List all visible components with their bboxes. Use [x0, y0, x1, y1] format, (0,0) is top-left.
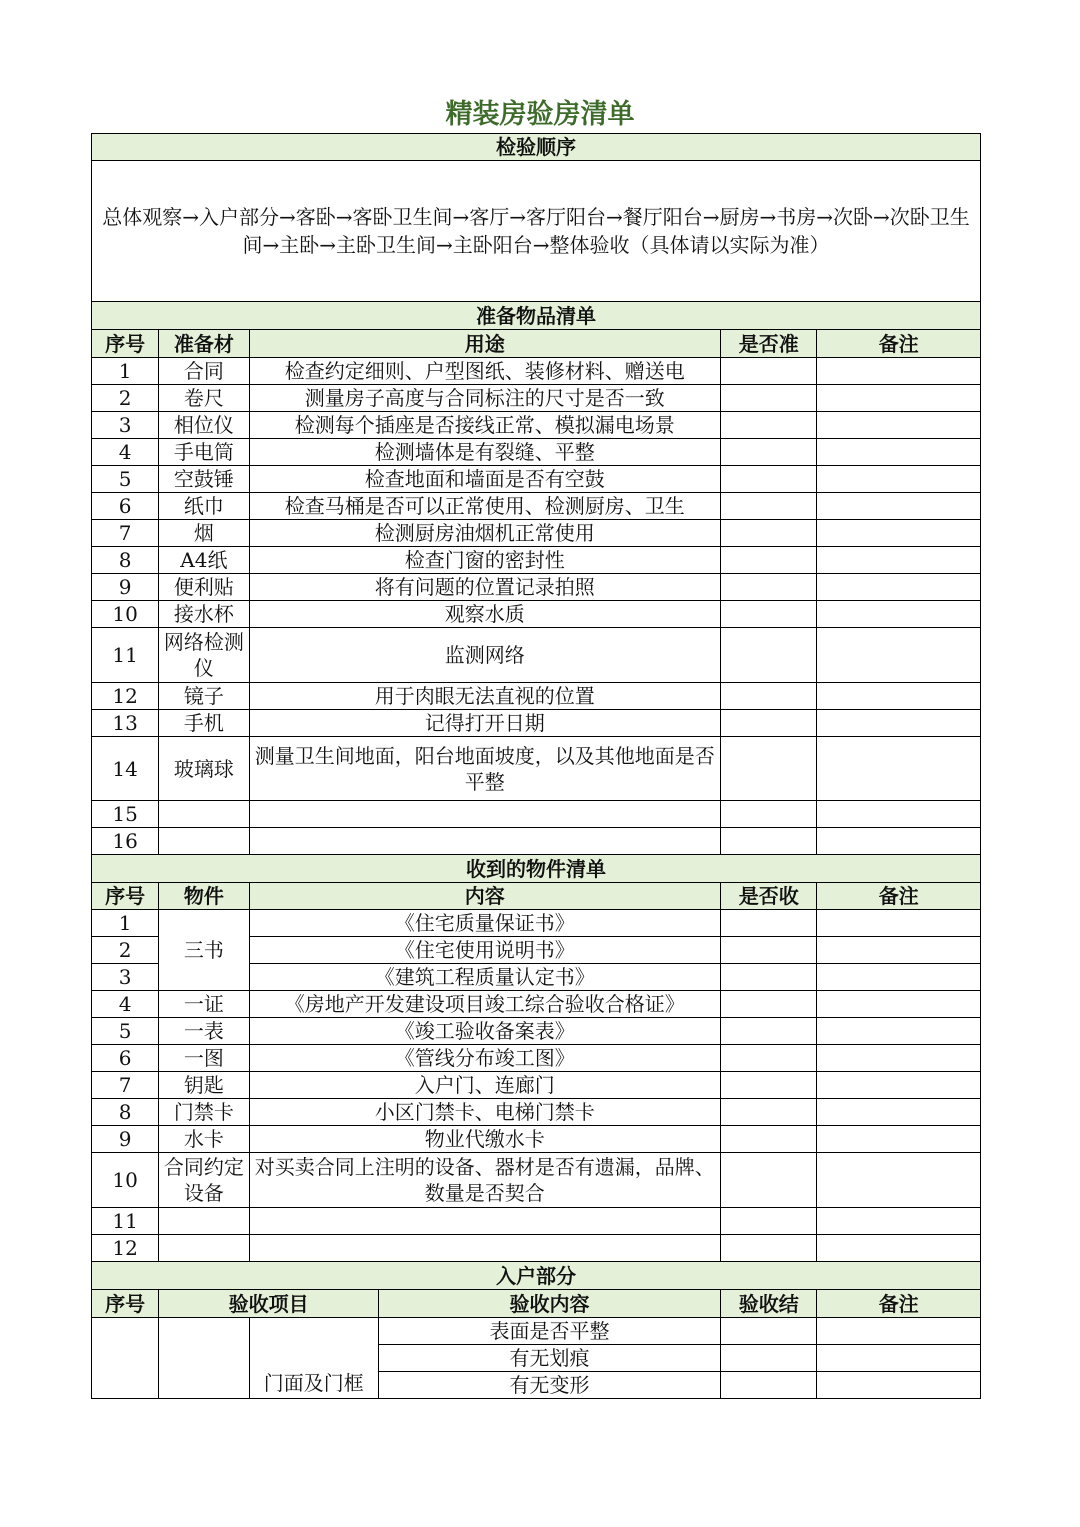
use-cell: 记得打开日期	[249, 710, 721, 737]
table-row	[92, 385, 981, 412]
column-header-no: 序号	[92, 330, 159, 358]
row-number-cell: 13	[92, 710, 159, 737]
remark-cell[interactable]	[817, 710, 981, 737]
remark-cell[interactable]	[817, 937, 981, 964]
section-heading-received-list: 收到的物件清单	[92, 855, 981, 883]
document-title: 精装房验房清单	[445, 99, 635, 130]
table-row	[92, 493, 981, 520]
use-cell: 测量卫生间地面，阳台地面坡度，以及其他地面是否平整	[249, 737, 721, 801]
ready-check-cell[interactable]	[721, 737, 817, 801]
row-number-cell: 7	[92, 520, 159, 547]
entry-sub-item: 门面及门框	[249, 1318, 378, 1399]
use-cell: 检查门窗的密封性	[249, 547, 721, 574]
content-cell	[249, 1235, 721, 1262]
use-cell	[249, 828, 721, 855]
material-cell: 手电筒	[159, 439, 249, 466]
entry-no-cell	[92, 1318, 159, 1399]
remark-cell[interactable]	[817, 801, 981, 828]
use-cell: 将有问题的位置记录拍照	[249, 574, 721, 601]
content-cell: 对买卖合同上注明的设备、器材是否有遗漏，品牌、数量是否契合	[249, 1153, 721, 1208]
row-number-cell: 8	[92, 1099, 159, 1126]
column-header-remark: 备注	[817, 1290, 981, 1318]
table-row	[92, 628, 981, 683]
remark-cell[interactable]	[817, 1018, 981, 1045]
entry-remark-cell[interactable]	[817, 1372, 981, 1399]
received-check-cell[interactable]	[721, 1126, 817, 1153]
row-number-cell: 1	[92, 910, 159, 937]
row-number-cell: 12	[92, 1235, 159, 1262]
ready-check-cell[interactable]	[721, 385, 817, 412]
received-check-cell[interactable]	[721, 910, 817, 937]
table-row	[92, 910, 981, 937]
entry-content-cell: 有无变形	[378, 1372, 720, 1399]
entry-content-cell: 有无划痕	[378, 1345, 720, 1372]
table-row	[92, 1045, 981, 1072]
row-number-cell: 5	[92, 1018, 159, 1045]
remark-cell[interactable]	[817, 466, 981, 493]
table-row	[92, 574, 981, 601]
section-heading-inspection-order: 检验顺序	[92, 134, 981, 161]
table-row	[92, 439, 981, 466]
table-row	[92, 1072, 981, 1099]
use-cell: 测量房子高度与合同标注的尺寸是否一致	[249, 385, 721, 412]
row-number-cell: 12	[92, 683, 159, 710]
row-number-cell: 6	[92, 1045, 159, 1072]
column-header-use: 用途	[249, 330, 721, 358]
received-check-cell[interactable]	[721, 1208, 817, 1235]
ready-check-cell[interactable]	[721, 801, 817, 828]
row-number-cell: 11	[92, 1208, 159, 1235]
column-header-material: 准备材	[159, 330, 249, 358]
row-number-cell: 2	[92, 385, 159, 412]
ready-check-cell[interactable]	[721, 358, 817, 385]
ready-check-cell[interactable]	[721, 828, 817, 855]
ready-check-cell[interactable]	[721, 493, 817, 520]
item-cell: 合同约定设备	[159, 1153, 249, 1208]
row-number-cell: 3	[92, 964, 159, 991]
content-cell: 《房地产开发建设项目竣工综合验收合格证》	[249, 991, 721, 1018]
content-cell: 《住宅质量保证书》	[249, 910, 721, 937]
column-header-ready: 是否准	[721, 330, 817, 358]
received-list-header-row	[92, 883, 981, 910]
column-header-result: 验收结	[721, 1290, 817, 1318]
content-cell: 入户门、连廊门	[249, 1072, 721, 1099]
material-cell: 手机	[159, 710, 249, 737]
use-cell: 检查约定细则、户型图纸、装修材料、赠送电	[249, 358, 721, 385]
received-check-cell[interactable]	[721, 1099, 817, 1126]
received-check-cell[interactable]	[721, 1045, 817, 1072]
remark-cell[interactable]	[817, 601, 981, 628]
row-number-cell: 1	[92, 358, 159, 385]
content-cell: 《管线分布竣工图》	[249, 1045, 721, 1072]
table-row	[92, 466, 981, 493]
remark-cell[interactable]	[817, 683, 981, 710]
table-row	[92, 1235, 981, 1262]
material-cell	[159, 828, 249, 855]
remark-cell[interactable]	[817, 1208, 981, 1235]
row-number-cell: 14	[92, 737, 159, 801]
row-number-cell: 7	[92, 1072, 159, 1099]
table-row	[92, 520, 981, 547]
remark-cell[interactable]	[817, 828, 981, 855]
table-row	[92, 1318, 981, 1345]
material-cell: 合同	[159, 358, 249, 385]
entry-result-cell[interactable]	[721, 1345, 817, 1372]
entry-header-row	[92, 1290, 981, 1318]
received-check-cell[interactable]	[721, 1018, 817, 1045]
table-row	[92, 737, 981, 801]
column-header-inspection-content: 验收内容	[378, 1290, 720, 1318]
remark-cell[interactable]	[817, 412, 981, 439]
inspection-order-text: 总体观察→入户部分→客卧→客卧卫生间→客厅→客厅阳台→餐厅阳台→厨房→书房→次卧→次卧卫生间→主卧→主卧卫生间→主卧阳台→整体验收（具体请以实际为准）	[92, 161, 981, 302]
row-number-cell: 2	[92, 937, 159, 964]
column-header-content: 内容	[249, 883, 721, 910]
row-number-cell: 10	[92, 601, 159, 628]
row-number-cell: 15	[92, 801, 159, 828]
ready-check-cell[interactable]	[721, 412, 817, 439]
remark-cell[interactable]	[817, 1126, 981, 1153]
entry-content-cell: 表面是否平整	[378, 1318, 720, 1345]
table-row	[92, 1126, 981, 1153]
use-cell: 检测每个插座是否接线正常、模拟漏电场景	[249, 412, 721, 439]
row-number-cell: 16	[92, 828, 159, 855]
row-number-cell: 8	[92, 547, 159, 574]
entry-category-cell	[159, 1318, 249, 1399]
remark-cell[interactable]	[817, 1235, 981, 1262]
material-cell: 网络检测仪	[159, 628, 249, 683]
table-row	[92, 828, 981, 855]
content-cell: 《竣工验收备案表》	[249, 1018, 721, 1045]
item-cell: 一表	[159, 1018, 249, 1045]
column-header-item: 物件	[159, 883, 249, 910]
received-check-cell[interactable]	[721, 991, 817, 1018]
material-cell: 相位仪	[159, 412, 249, 439]
table-row	[92, 358, 981, 385]
row-number-cell: 11	[92, 628, 159, 683]
remark-cell[interactable]	[817, 493, 981, 520]
remark-cell[interactable]	[817, 520, 981, 547]
table-row	[92, 801, 981, 828]
item-group-cell: 三书	[159, 910, 249, 991]
remark-cell[interactable]	[817, 1045, 981, 1072]
material-cell	[159, 801, 249, 828]
ready-check-cell[interactable]	[721, 466, 817, 493]
use-cell	[249, 801, 721, 828]
ready-check-cell[interactable]	[721, 520, 817, 547]
ready-check-cell[interactable]	[721, 601, 817, 628]
remark-cell[interactable]	[817, 547, 981, 574]
received-check-cell[interactable]	[721, 964, 817, 991]
item-cell: 一证	[159, 991, 249, 1018]
column-header-remark: 备注	[817, 883, 981, 910]
remark-cell[interactable]	[817, 1099, 981, 1126]
table-row	[92, 1153, 981, 1208]
item-cell: 水卡	[159, 1126, 249, 1153]
column-header-no: 序号	[92, 883, 159, 910]
entry-remark-cell[interactable]	[817, 1345, 981, 1372]
section-heading-entry: 入户部分	[92, 1262, 981, 1290]
remark-cell[interactable]	[817, 439, 981, 466]
material-cell: 空鼓锤	[159, 466, 249, 493]
table-row	[92, 1208, 981, 1235]
content-cell: 物业代缴水卡	[249, 1126, 721, 1153]
table-row	[92, 1099, 981, 1126]
use-cell: 检查地面和墙面是否有空鼓	[249, 466, 721, 493]
row-number-cell: 9	[92, 574, 159, 601]
remark-cell[interactable]	[817, 910, 981, 937]
ready-check-cell[interactable]	[721, 574, 817, 601]
material-cell: 纸巾	[159, 493, 249, 520]
material-cell: 卷尺	[159, 385, 249, 412]
content-cell	[249, 1208, 721, 1235]
remark-cell[interactable]	[817, 737, 981, 801]
row-number-cell: 4	[92, 991, 159, 1018]
table-row	[92, 547, 981, 574]
entry-result-cell[interactable]	[721, 1318, 817, 1345]
received-check-cell[interactable]	[721, 1072, 817, 1099]
material-cell: 烟	[159, 520, 249, 547]
remark-cell[interactable]	[817, 628, 981, 683]
table-row	[92, 683, 981, 710]
use-cell: 观察水质	[249, 601, 721, 628]
table-row	[92, 710, 981, 737]
column-header-inspection-item: 验收项目	[159, 1290, 379, 1318]
row-number-cell: 5	[92, 466, 159, 493]
column-header-remark: 备注	[817, 330, 981, 358]
remark-cell[interactable]	[817, 1072, 981, 1099]
item-cell: 一图	[159, 1045, 249, 1072]
use-cell: 用于肉眼无法直视的位置	[249, 683, 721, 710]
use-cell: 检测厨房油烟机正常使用	[249, 520, 721, 547]
item-cell: 钥匙	[159, 1072, 249, 1099]
column-header-received: 是否收	[721, 883, 817, 910]
ready-check-cell[interactable]	[721, 683, 817, 710]
column-header-no: 序号	[92, 1290, 159, 1318]
row-number-cell: 9	[92, 1126, 159, 1153]
row-number-cell: 6	[92, 493, 159, 520]
received-check-cell[interactable]	[721, 1153, 817, 1208]
item-cell	[159, 1235, 249, 1262]
ready-check-cell[interactable]	[721, 547, 817, 574]
material-cell: 接水杯	[159, 601, 249, 628]
material-cell: A4纸	[159, 547, 249, 574]
checklist-table	[91, 133, 981, 1399]
item-cell: 门禁卡	[159, 1099, 249, 1126]
section-heading-prep-list: 准备物品清单	[92, 302, 981, 330]
table-row	[92, 1018, 981, 1045]
ready-check-cell[interactable]	[721, 439, 817, 466]
entry-result-cell[interactable]	[721, 1372, 817, 1399]
checklist-sheet	[91, 133, 981, 1399]
prep-list-header-row	[92, 330, 981, 358]
remark-cell[interactable]	[817, 991, 981, 1018]
content-cell: 《建筑工程质量认定书》	[249, 964, 721, 991]
received-check-cell[interactable]	[721, 937, 817, 964]
material-cell: 镜子	[159, 683, 249, 710]
content-cell: 小区门禁卡、电梯门禁卡	[249, 1099, 721, 1126]
remark-cell[interactable]	[817, 574, 981, 601]
row-number-cell: 3	[92, 412, 159, 439]
use-cell: 监测网络	[249, 628, 721, 683]
material-cell: 便利贴	[159, 574, 249, 601]
received-check-cell[interactable]	[721, 1235, 817, 1262]
remark-cell[interactable]	[817, 1153, 981, 1208]
content-cell: 《住宅使用说明书》	[249, 937, 721, 964]
item-cell	[159, 1208, 249, 1235]
use-cell: 检查马桶是否可以正常使用、检测厨房、卫生	[249, 493, 721, 520]
row-number-cell: 10	[92, 1153, 159, 1208]
remark-cell[interactable]	[817, 385, 981, 412]
ready-check-cell[interactable]	[721, 710, 817, 737]
table-row	[92, 991, 981, 1018]
entry-remark-cell[interactable]	[817, 1318, 981, 1345]
table-row	[92, 412, 981, 439]
remark-cell[interactable]	[817, 964, 981, 991]
row-number-cell: 4	[92, 439, 159, 466]
material-cell: 玻璃球	[159, 737, 249, 801]
remark-cell[interactable]	[817, 358, 981, 385]
ready-check-cell[interactable]	[721, 628, 817, 683]
table-row	[92, 601, 981, 628]
use-cell: 检测墙体是有裂缝、平整	[249, 439, 721, 466]
